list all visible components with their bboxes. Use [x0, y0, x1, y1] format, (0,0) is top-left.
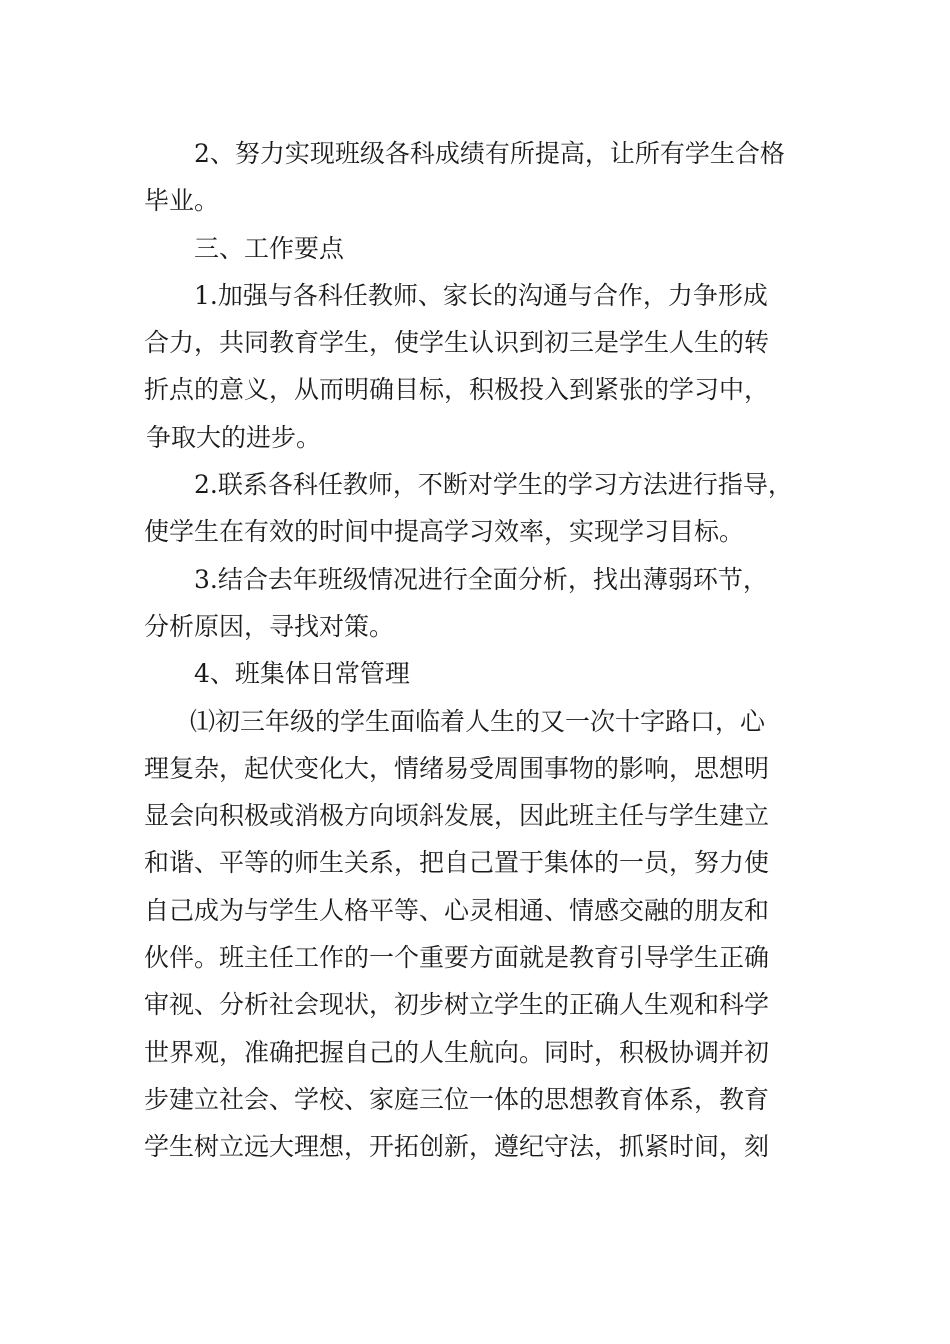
- paragraph-line: 世界观，准确把握自己的人生航向。同时，积极协调并初: [144, 1037, 770, 1067]
- document-body: [144, 130, 824, 1171]
- paragraph-line: 显会向积极或消极方向顷斜发展，因此班主任与学生建立: [144, 801, 770, 831]
- section-heading: 4、班集体日常管理: [194, 659, 410, 689]
- paragraph-line: 学生树立远大理想，开拓创新，遵纪守法，抓紧时间，刻: [144, 1132, 770, 1162]
- paragraph-line: 理复杂，起伏变化大，情绪易受周围事物的影响，思想明: [144, 753, 770, 783]
- paragraph-line: 自己成为与学生人格平等、心灵相通、情感交融的朋友和: [144, 895, 770, 925]
- paragraph-line: 伙伴。班主任工作的一个重要方面就是教育引导学生正确: [144, 943, 770, 973]
- paragraph-line: 审视、分析社会现状，初步树立学生的正确人生观和科学: [144, 990, 770, 1020]
- paragraph-line: 1.加强与各科任教师、家长的沟通与合作，力争形成: [194, 280, 768, 310]
- paragraph-line: 2、努力实现班级各科成绩有所提高，让所有学生合格: [194, 139, 785, 168]
- paragraph-line: 3.结合去年班级情况进行全面分析，找出薄弱环节，: [194, 564, 768, 594]
- paragraph-line: 使学生在有效的时间中提高学习效率，实现学习目标。: [144, 517, 745, 547]
- section-heading: 三、工作要点: [194, 233, 345, 263]
- paragraph-line: 毕业。: [144, 186, 220, 216]
- paragraph-line: 合力，共同教育学生，使学生认识到初三是学生人生的转: [144, 328, 770, 358]
- paragraph-line: 折点的意义，从而明确目标，积极投入到紧张的学习中，: [144, 375, 770, 405]
- paragraph-line: 步建立社会、学校、家庭三位一体的思想教育体系，教育: [144, 1084, 770, 1114]
- paragraph-line: 分析原因，寻找对策。: [144, 611, 395, 641]
- paragraph-line: ⑴初三年级的学生面临着人生的又一次十字路口，心: [190, 706, 766, 736]
- paragraph-line: 争取大的进步。: [146, 422, 322, 452]
- paragraph-line: 2.联系各科任教师，不断对学生的学习方法进行指导，: [194, 470, 793, 500]
- paragraph-line: 和谐、平等的师生关系，把自己置于集体的一员，努力使: [144, 848, 770, 878]
